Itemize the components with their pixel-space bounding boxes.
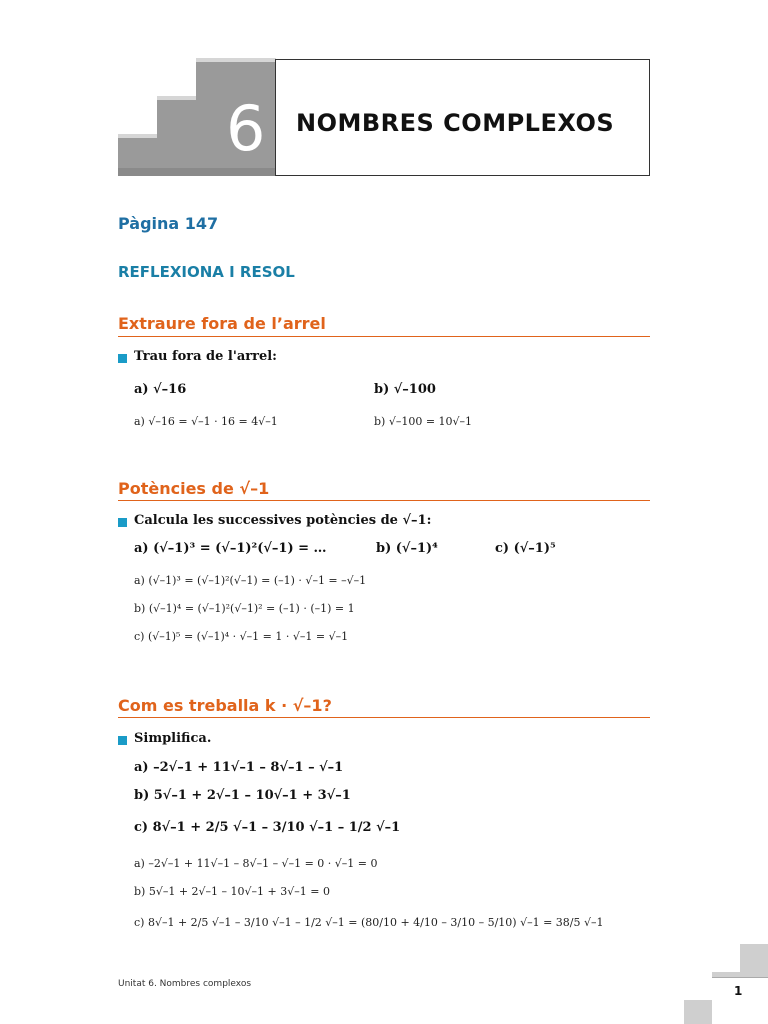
solution-b: b) (√–1)⁴ = (√–1)²(√–1)² = (–1) · (–1) = 1 bbox=[134, 602, 355, 615]
exercise-a: a) √–16 bbox=[134, 382, 187, 397]
bullet-square-icon bbox=[118, 736, 127, 745]
solution-a: a) √–16 = √–1 · 16 = 4√–1 bbox=[134, 415, 278, 428]
footer-text: Unitat 6. Nombres complexos bbox=[118, 979, 252, 989]
page-number: 1 bbox=[734, 984, 743, 998]
section-rule bbox=[118, 336, 650, 337]
chapter-title: NOMBRES COMPLEXOS bbox=[296, 109, 615, 137]
solution-a: a) –2√–1 + 11√–1 – 8√–1 – √–1 = 0 · √–1 = 0 bbox=[134, 857, 378, 870]
solution-b: b) √–100 = 10√–1 bbox=[374, 415, 473, 428]
bullet-square-icon bbox=[118, 354, 127, 363]
bullet-square-icon bbox=[118, 518, 127, 527]
instruction: Simplifica. bbox=[134, 731, 212, 746]
solution-c: c) (√–1)⁵ = (√–1)⁴ · √–1 = 1 · √–1 = √–1 bbox=[134, 630, 349, 643]
exercise-b: b) √–100 bbox=[374, 382, 436, 397]
page-reference: Pàgina 147 bbox=[118, 214, 219, 233]
exercise-c: c) 8√–1 + 2/5 √–1 – 3/10 √–1 – 1/2 √–1 bbox=[134, 820, 401, 835]
section-rule bbox=[118, 717, 650, 718]
solution-b: b) 5√–1 + 2√–1 – 10√–1 + 3√–1 = 0 bbox=[134, 885, 330, 898]
solution-c: c) 8√–1 + 2/5 √–1 – 3/10 √–1 – 1/2 √–1 = (80/10 + 4/10 – 3/10 – 5/10) √–1 = 38/5 √–1 bbox=[134, 916, 604, 929]
exercise-a: a) –2√–1 + 11√–1 – 8√–1 – √–1 bbox=[134, 760, 344, 775]
exercise-c: c) (√–1)⁵ bbox=[495, 541, 556, 556]
exercise-b: b) (√–1)⁴ bbox=[376, 541, 438, 556]
section-title: REFLEXIONA I RESOL bbox=[118, 263, 295, 281]
section-heading-com-es-treballa: Com es treballa k · √–1? bbox=[118, 696, 332, 715]
instruction: Trau fora de l'arrel: bbox=[134, 349, 277, 364]
chapter-number: 6 bbox=[226, 92, 266, 165]
exercise-a: a) (√–1)³ = (√–1)²(√–1) = … bbox=[134, 541, 327, 556]
section-heading-potencies: Potències de √–1 bbox=[118, 479, 270, 498]
section-rule bbox=[118, 500, 650, 501]
exercise-b: b) 5√–1 + 2√–1 – 10√–1 + 3√–1 bbox=[134, 788, 351, 803]
section-heading-extraure: Extraure fora de l’arrel bbox=[118, 314, 326, 333]
instruction: Calcula les successives potències de √–1: bbox=[134, 513, 432, 528]
solution-a: a) (√–1)³ = (√–1)²(√–1) = (–1) · √–1 = –√–1 bbox=[134, 574, 367, 587]
